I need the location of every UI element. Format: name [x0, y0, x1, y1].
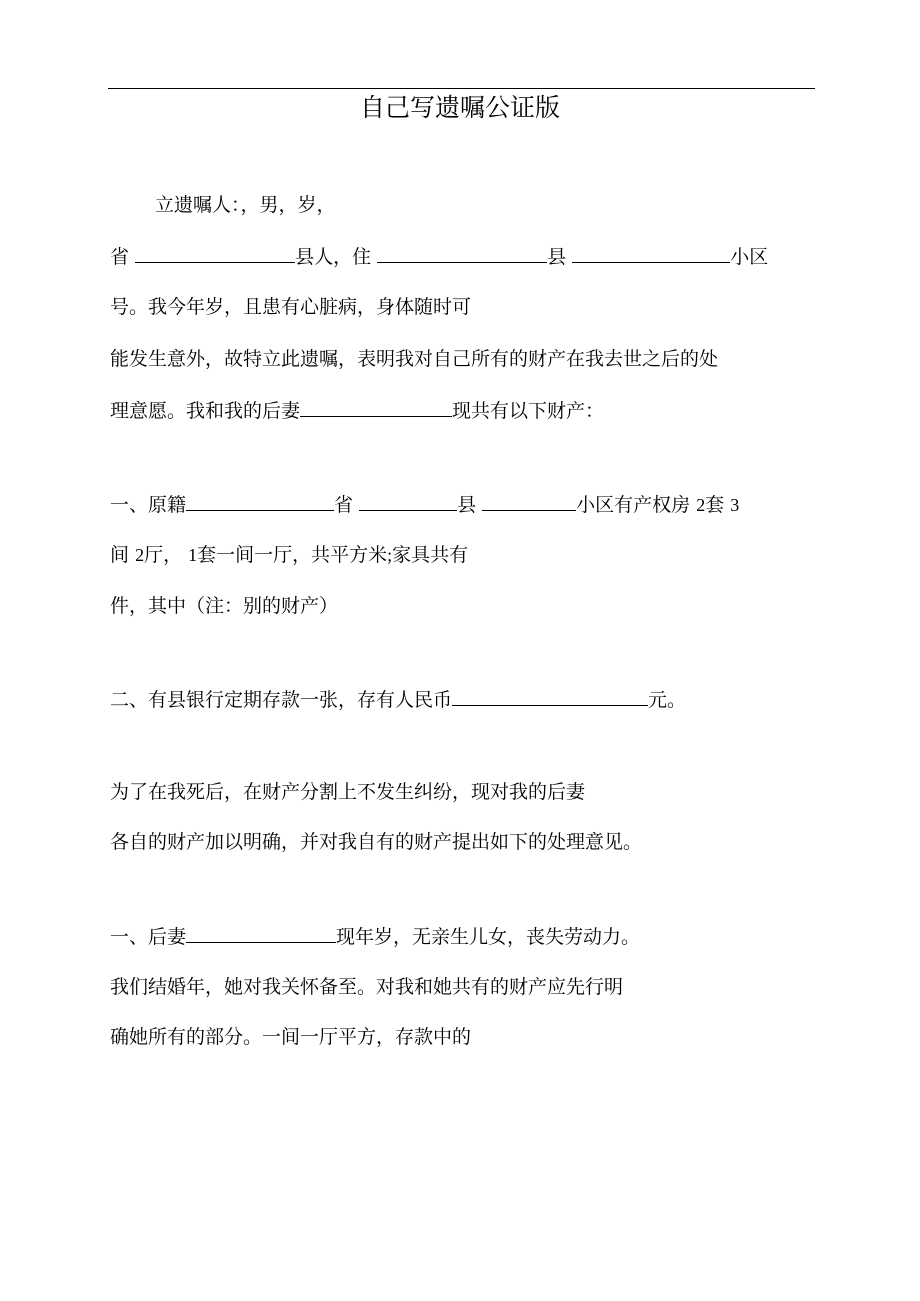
body-line-4: 能发生意外，故特立此遗嘱，表明我对自己所有的财产在我去世之后的处 [110, 348, 719, 370]
native-province-blank [186, 490, 334, 511]
native-community-blank [482, 490, 576, 511]
province-blank [135, 242, 295, 263]
header-rule [108, 88, 815, 89]
spouse-name-blank [300, 396, 452, 417]
property-item-1-note: 件，其中（注：别的财产） [110, 595, 339, 617]
intent-line-1: 为了在我死后，在财产分割上不发生纠纷，现对我的后妻 [110, 781, 586, 803]
address-line: 省 县人，住 县 小区 [110, 242, 768, 271]
property-item-1: 一、原籍 省 县 小区有产权房 2套 3 [110, 490, 739, 519]
residence-blank [377, 242, 547, 263]
body-line-5: 理意愿。我和我的后妻 现共有以下财产： [110, 396, 604, 425]
document-title: 自己写遗嘱公证版 [359, 93, 560, 122]
deposit-amount-blank [452, 685, 648, 706]
wife-name-blank [186, 922, 336, 943]
property-item-1-cont: 间 2厅， 1套一间一厅，共平方米;家具共有 [110, 544, 469, 566]
disposition-line-3: 确她所有的部分。一间一厅平方，存款中的 [110, 1026, 472, 1048]
body-line-3: 号。我今年岁，且患有心脏病，身体随时可 [110, 296, 472, 318]
disposition-item-1: 一、后妻 现年岁，无亲生儿女，丧失劳动力。 [110, 922, 640, 951]
property-item-2: 二、有县银行定期存款一张，存有人民币 元。 [110, 685, 686, 714]
native-county-blank [359, 490, 457, 511]
intent-line-2: 各自的财产加以明确，并对我自有的财产提出如下的处理意见。 [110, 831, 643, 853]
disposition-line-2: 我们结婚年，她对我关怀备至。对我和她共有的财产应先行明 [110, 976, 624, 998]
testator-line: 立遗嘱人：，男，岁， [155, 194, 336, 216]
county-blank [572, 242, 730, 263]
